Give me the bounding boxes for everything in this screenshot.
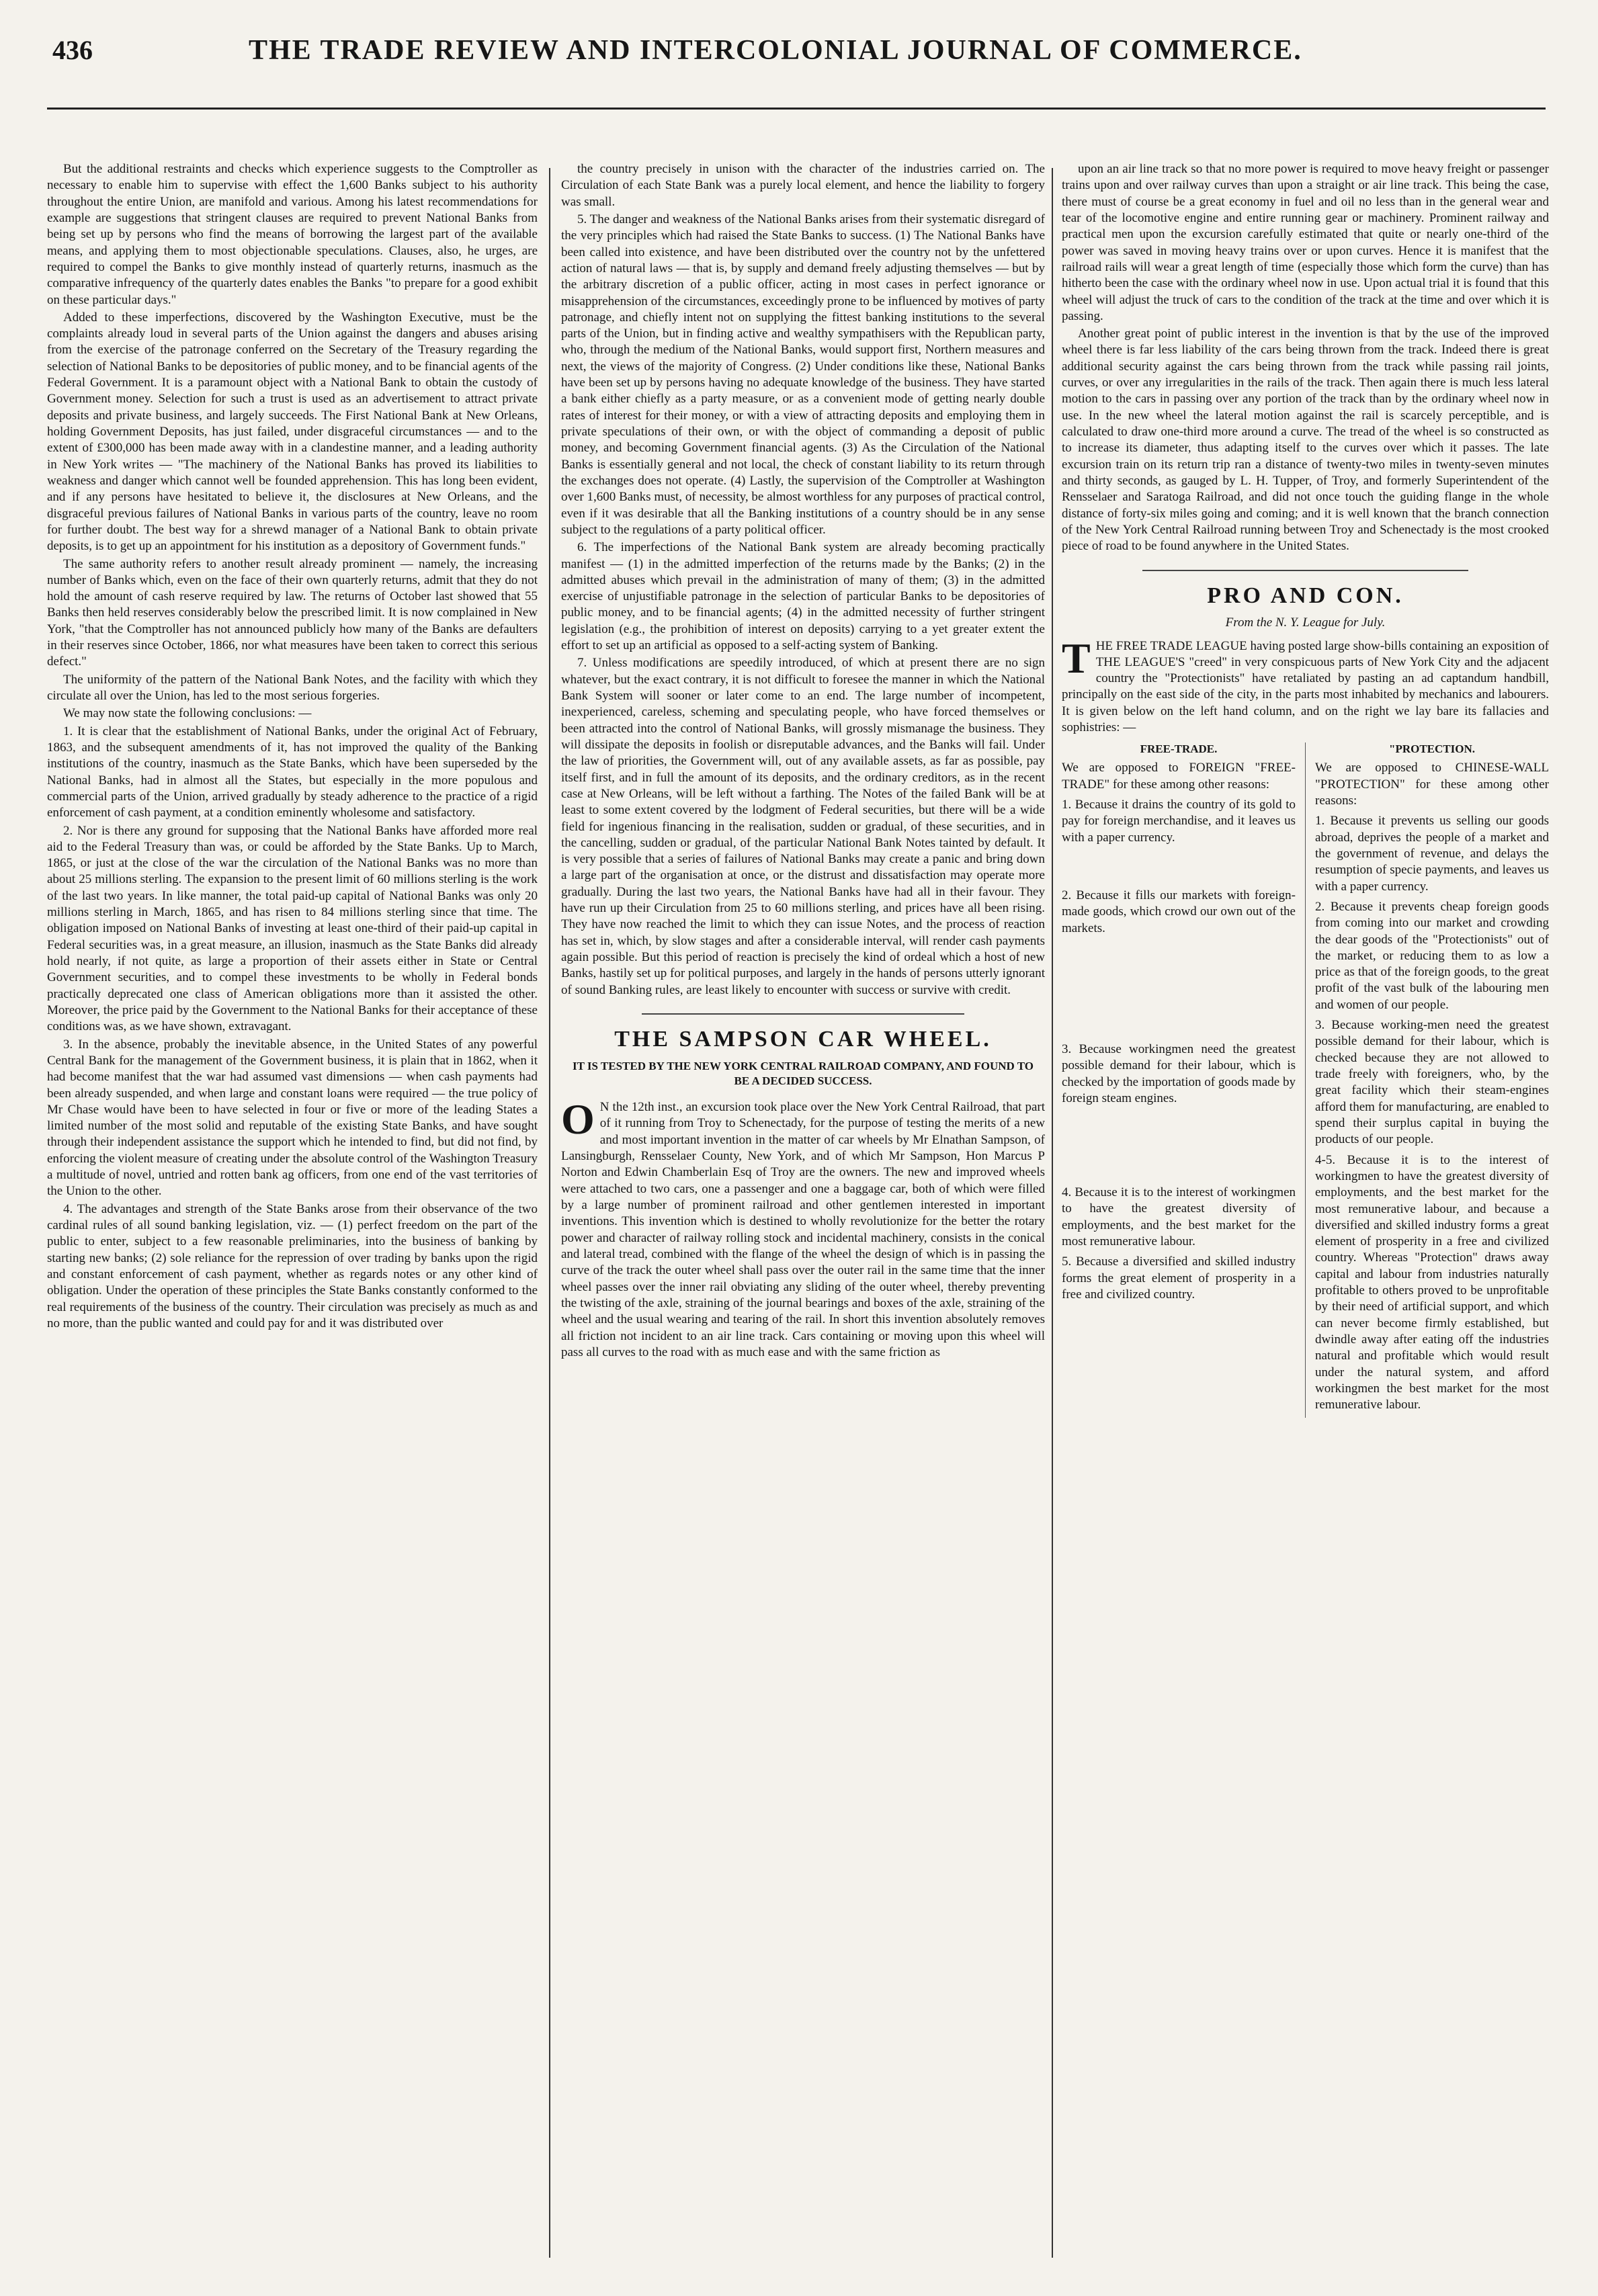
free-trade-reason: 1. Because it drains the country of its gold to pay for foreign merchandise, and it leaves us with a paper currency. — [1062, 798, 1296, 845]
article-paragraph: But the additional restraints and checks which experience suggests to the Comptroller as necessary to enable him to supervise with effect the 1,600 Banks subject to his authority throughout the entire Union, are manifold and various. Among his latest recommendations for example are suggestions that stringent clauses are required to prevent National Banks from being set up by persons who find the means of borrowing the largest part of the available means, and applying them to most objectionable speculations. Clauses, also, he urges, are required to compel the Banks to give monthly instead of quarterly returns, inasmuch as the comparative infrequency of the quarterly dates enables the Banks "to prepare for a good exhibit on these particular days." — [47, 162, 538, 307]
page-number: 436 — [52, 35, 93, 65]
sampson-paragraph — [561, 1095, 1045, 1361]
article-paragraph: 7. Unless modifications are speedily introduced, of which at present there are no sign whatever, but the exact contrary, it is not difficult to foresee the manner in which the National Bank System will sooner or later come to an end. The large number of incompetent, inexperienced, careless, scheming and speculating people, who have forced themselves or been attracted into the control of National Banks, will grossly mismanage the business. They will dissipate the deposits in foolish or disreputable advances, and the Banks will fail. Under the law of priorities, the Government will, out of any available assets, as far as possible, pay itself first, and in full the amount of its deposits, and the ordinary creditors, as in the recent case at New Orleans, will be left without a farthing. The Notes of the failed Bank will be at least to some extent covered by the lodgment of Federal securities, but there will be a wide field for ingenious financing in the realisation, sudden or gradual, of these securities, and in the cancelling, sudden or gradual, of the particular National Bank Notes tainted by default. It is very possible that a series of failures of National Banks may create a panic and bring down a large part of the organisation at once, or the distrust and dissatisfaction may operate more gradually. During the last two years, the National Banks have had all in their favour. They have run up their Circulation from 25 to 60 millions sterling, and prices have all been rising. They have now reached the limit to which they can issue Notes, and the process of reaction has set in, which, by slow stages and after a considerable interval, will render cash payments again possible. But this period of reaction is precisely the kind of ordeal which a host of new Banks, hastily set up for political purposes, and largely in the hands of persons utterly ignorant of sound Banking rules, are least likely to encounter with success or survive with credit. — [561, 656, 1045, 997]
article-paragraph: 1. It is clear that the establishment of National Banks, under the original Act of February, 1863, and the subsequent amendments of it, has not improved the quality of the Banking institutions of the country, inasmuch as the State Banks, which have been superseded by the National Banks, had in almost all the States, but especially in the more populous and commercial parts of the Union, arrived gradually by steady adherence to the practice of a rigid enforcement of cash payment, at a condition eminently wholesome and satisfactory. — [47, 724, 538, 820]
page-header — [20, 27, 1578, 74]
sampson-text: N the 12th inst., an excursion took place over the New York Central Railroad, that part of it running from Troy to Schenectady, for the purpose of testing the merits of a new and most important invention in the matter of car wheels by Mr Elnathan Sampson, of Lansingburgh, Rensselaer County, New York, and of which Mr Sampson, Hon Marcus P Norton and Edwin Chamberlain Esq of Troy are the owners. The new and improved wheels were attached to two cars, one a passenger and one a baggage car, both of which were filled by a large number of prominent railroad and other gentlemen interested in important inventions. This invention which is destined to wholly revolutionize for the better the rotary power and character of railway rolling stock and incidental machinery, consists in the conical and lateral tread, combined with the flange of the wheel the design of which is in passing the curve of the track the outer wheel shall pass over the outer rail in the same time that the inner wheel passes over the inner rail obviating any sliding of the outer wheel, thereby preventing the twisting of the axle, straining of the journal bearings and boxes of the axle, straining of the wheel and the usual wearing and tearing of the rail. In short this invention absolutely removes all friction not incident to an air line track. Cars containing or moving upon this wheel will pass all curves to the road with as much ease and with the same friction as — [561, 1100, 1045, 1359]
free-trade-heading: FREE-TRADE. — [1140, 742, 1218, 756]
article-paragraph: Another great point of public interest in the invention is that by the use of the improved wheel there is far less liability of the cars being thrown from the track. Indeed there is great additional security against the cars being thrown from the track while passing rail joints, curves, or over any irregularities in the rails of the track. Then again there is much less lateral motion to the cars in passing over any portion of the track than by the ordinary wheel now in use. In the new wheel the lateral motion against the rail is scarcely perceptible, and is calculated to draw one-third more around a curve. The tread of the wheel is so constructed as to increase its diameter, thus adapting itself to the curves over which it passes. The late excursion train on its return trip ran a distance of twenty-two miles in twenty-seven minutes and thirty seconds, as gauged by L. H. Tupper, of Troy, and formerly Superintendent of the Rensselaer and Saratoga Railroad, and did not once touch the guiding flange in the whole distance of forty-six miles going and coming; and it is well known that the branch connection of the New York Central Railroad running between Troy and Schenectady is the most crooked piece of road to be found anywhere in the United States. — [1062, 327, 1549, 554]
protection-reason: 3. Because working-men need the greatest possible demand for their labour, which is checked because they are not allowed to trade freely with foreigners, who, by the great facility which their steam-engines afford them for manufacturing, are enabled to spend their surplus capital in buying the products of our people. — [1315, 1018, 1549, 1147]
section-rule — [642, 1013, 964, 1015]
pro-con-table — [1062, 742, 1549, 1417]
sampson-subheading: IT IS TESTED BY THE NEW YORK CENTRAL RAILROAD COMPANY, AND FOUND TO BE A DECIDED SUCCESS. — [573, 1059, 1034, 1088]
article-paragraph: We may now state the following conclusions: — — [63, 706, 312, 721]
article-paragraph: 3. In the absence, probably the inevitable absence, in the United States of any powerful Central Bank for the management of the Government business, it is plain that in 1862, when it had become manifest that the war had assumed vast dimensions — when cash payments had been already suspended, and when large and constant loans were required — the true policy of Mr Chase would have been to have selected in four or five or more of the leading States a limited number of the most solid and reputable of the existing State Banks, and have sought through their independent assistance the support which he intended to find, but did not find, by enforcing the violent measure of creating under the absolute control of the Washington Treasury a multitude of novel, untried and rotten bank ag officers, from one end of the vast territories of the Union to the other. — [47, 1037, 538, 1199]
article-paragraph: upon an air line track so that no more power is required to move heavy freight or passenger trains upon and over railway curves than upon a straight or air line track. This being the case, there must of course be a great economy in fuel and oil no less than in the general wear and tear of the locomotive engine and entire running gear or machinery. Prominent railway and practical men upon the excursion carefully estimated that quite or nearly one-third of the power was saved in moving heavy trains over or upon curves. Hence it is manifest that the railroad rails will wear a great length of time (especially those which form the curve) than has hitherto been the case with the ordinary wheel now in use. Upon actual trial it is found that this wheel will adjust the truck of cars to the condition of the track at the time and over which it is passing. — [1062, 162, 1549, 323]
protection-heading: "PROTECTION. — [1389, 742, 1475, 756]
pro-con-heading: PRO AND CON. — [1207, 583, 1404, 608]
article-paragraph: the country precisely in unison with the character of the industries carried on. The Circulation of each State Bank was a purely local element, and hence the liability to forgery was small. — [561, 162, 1045, 209]
free-trade-column — [1062, 742, 1296, 1417]
article-paragraph: 4. The advantages and strength of the State Banks arose from their observance of the two cardinal rules of all sound banking legislation, viz. — (1) perfect freedom on the part of the public to enter, subject to a few reasonable preliminaries, into the business of banking by starting new banks; (2) sole reliance for the repression of over trading by banks upon the rigid and constant enforcement of cash payment, whether as regards notes or any other kind of obligation. Under the operation of these principles the State Banks constantly conformed to the real requirements of the business of the country. Their circulation was precisely as much as and no more, than the public wanted and could pay for and it was distributed over — [47, 1201, 538, 1330]
column-3 — [1062, 161, 1549, 2258]
protection-reason: 4-5. Because it is to the interest of workingmen to have the greatest diversity of employments, and the best market for the most remunerative labour, and because a diversified and skilled industry forms a great element of prosperity in a free and civilized country. Whereas "Protection" draws away capital and labour from industries naturally profitable to others proved to be unprofitable by their need of artificial support, and which can never become firmly established, but dwindle away after eating off the industries natural and profitable which would result under the natural system, and afford workingmen the best market for the most remunerative labour. — [1315, 1152, 1549, 1412]
free-trade-reason: 3. Because workingmen need the greatest possible demand for their labour, which is checked by the importation of goods made by foreign steam engines. — [1062, 1041, 1296, 1105]
column-divider — [1052, 168, 1053, 2258]
article-paragraph: The same authority refers to another result already prominent — namely, the increasing number of Banks which, even on the face of their own quarterly returns, admit that they do not hold the amount of cash reserve required by law. The returns of October last showed that 55 Banks then held reserves considerably below the prescribed limit. It is now complained in New York, "that the Comptroller has not announced publicly how many of the Banks are defaulters in their reserves since October, 1866, nor what measures have been taken to correct this serious defect." — [47, 556, 538, 669]
drop-cap: O — [561, 1095, 595, 1144]
section-rule — [1142, 570, 1468, 571]
article-paragraph: The uniformity of the pattern of the National Bank Notes, and the facility with which they circulate all over the Union, has led to the most serious forgeries. — [47, 672, 538, 703]
free-trade-reason: 2. Because it fills our markets with foreign-made goods, which crowd our own out of the markets. — [1062, 888, 1296, 935]
sampson-heading: THE SAMPSON CAR WHEEL. — [614, 1026, 992, 1052]
drop-cap: T — [1062, 634, 1091, 682]
journal-title: THE TRADE REVIEW AND INTERCOLONIAL JOURNAL OF COMMERCE. — [249, 35, 1302, 66]
header-rule — [47, 108, 1546, 110]
free-trade-reason: 4. Because it is to the interest of workingmen to have the greatest diversity of employments, and the best market for the most remunerative labour. — [1062, 1185, 1296, 1249]
pro-con-source: From the N. Y. League for July. — [1225, 615, 1386, 630]
column-1 — [47, 161, 538, 2258]
table-divider — [1305, 742, 1306, 1417]
free-trade-reason: 5. Because a diversified and skilled industry forms the great element of prosperity in a free and civilized country. — [1062, 1255, 1296, 1302]
protection-reason: 1. Because it prevents us selling our goods abroad, deprives the people of a market and the government of revenue, and delays the resumption of specie payments, and leaves us with a paper currency. — [1315, 814, 1549, 894]
column-divider — [549, 168, 550, 2258]
article-paragraph: 5. The danger and weakness of the National Banks arises from their systematic disregard of the very principles which had raised the State Banks to success. (1) The National Banks have been called into existence, and have been distributed over the country not by the unfettered action of natural laws — that is, by supply and demand freely adjusting themselves — but by the arbitrary discretion of a public officer, acting in most cases in perfect ignorance or misapprehension of the circumstances, exceedingly prone to be influenced by motives of party patronage, and chiefly intent not on supplying the fittest banking institutions to the several parts of the Union, but in finding active and wealthy sympathisers with the Republican party, who, through the medium of the National Banks, would support first, Northern measures and next, the views of the majority of Congress. (2) Under conditions like these, National Banks have been set up by persons having no adequate knowledge of the business. They have started a bank either chiefly as a party measure, or as a convenient mode of getting nearly double rates of interest for their money, or with a view of attracting deposits and employing them in private speculations of their own, or with the object of commanding a deposit of public money, and becoming Government financial agents. (3) As the Circulation of the National Banks is essentially general and not local, the check of constant liability to its return through the exchanges does not operate. (4) Lastly, the supervision of the Comptroller at Washington over 1,600 Banks must, of necessity, be almost worthless for any purposes of practical control, even if it was desirable that all the Banking institutions of a country should be in any sense subject to the regulations of a party political officer. — [561, 212, 1045, 537]
article-paragraph: 6. The imperfections of the National Bank system are already becoming practically manifest — (1) in the admitted imperfection of the returns made by the Banks; (2) in the admitted abuses which prevail in the administration of many of them; (3) in the admitted exercise of unjustifiable patronage in the selection of particular Banks to be depositories of public money, and to be financial agents; (4) in the admitted necessity of further stringent legislation (e.g., the prohibition of interest on deposits) carrying to a yet greater extent the effort to set up an artificial as opposed to a self-acting system of Banking. — [561, 540, 1045, 653]
pro-con-intro — [1062, 634, 1549, 736]
protection-reason: 2. Because it prevents cheap foreign goods from coming into our market and crowding the dear goods of the "Protectionists" out of the market, or reducing them to as low a price as that of the foreign goods, to the great profit of the vast bulk of the labouring men and women of our people. — [1315, 899, 1549, 1012]
pro-con-intro-text: HE FREE TRADE LEAGUE having posted large show-bills containing an exposition of THE LEAGUE'S "creed" in very conspicuous parts of New York City and the adjacent country the "Protectionists" have retaliated by pasting an ad captandum handbill, principally on the east side of the city, in the parts most inhabited by mechanics and labourers. It is given below on the left hand column, and on the right we lay bare its fallacies and sophistries: — — [1062, 638, 1549, 735]
article-paragraph: Added to these imperfections, discovered by the Washington Executive, must be the complaints already loud in several parts of the Union against the dangers and abuses arising from the exercise of the patronage conferred on the Secretary of the Treasury regarding the selection of National Banks to be depositories of public money, and to be financial agents of the Federal Government. It is a paramount object with a National Bank to obtain the custody of Government money. Selection for such a trust is used as an advertisement to attract private deposits and private business, and largely succeeds. The First National Bank at New Orleans, holding Government Deposits, has just failed, under disgraceful circumstances — and to the extent of £300,000 has been made away with in a clandestine manner, and a leading authority in New York writes — "The machinery of the National Banks has proved its liabilities to weakness and danger which cannot well be founded apprehension. This has long been evident, and if any persons have hesitated to believe it, the disclosures at New Orleans, and the disgraceful previous failures of National Banks in various parts of the country, leave no room for further doubt. The best way for a shrewd manager of a National Bank to obtain private deposits, is to get up an appointment for his institution as a depository of Government funds." — [47, 310, 538, 554]
protection-column — [1315, 742, 1549, 1417]
article-paragraph: 2. Nor is there any ground for supposing that the National Banks have afforded more real aid to the Federal Treasury than was, or could be afforded by the State Banks. Up to March, 1865, or just at the close of the war the circulation of the National Banks was no more than about 25 millions sterling. The expansion to the present limit of 60 millions sterling is the work of the last two years. In like manner, the total paid-up capital of National Banks was only 20 millions sterling in March, 1865, and has risen to 84 millions sterling since that time. The obligation imposed on National Banks of investing at least one-third of their paid-up capital in Federal securities was, in a great measure, an illusion, inasmuch as the State Banks did already hold nearly, if not quite, as large a proportion of their assets either in State or Central Government securities, and to compel these investments to be wholly in Federal bonds practically deprecated one class of American obligations more than it assisted the other. Moreover, the price paid by the Government to the National Banks for their acceptance of these conditions was, as we have shown, extravagant. — [47, 823, 538, 1034]
free-trade-intro: We are opposed to FOREIGN "FREE-TRADE" for these among other reasons: — [1062, 761, 1296, 792]
column-2 — [561, 161, 1045, 2258]
protection-intro: We are opposed to CHINESE-WALL "PROTECTION" for these among other reasons: — [1315, 761, 1549, 808]
